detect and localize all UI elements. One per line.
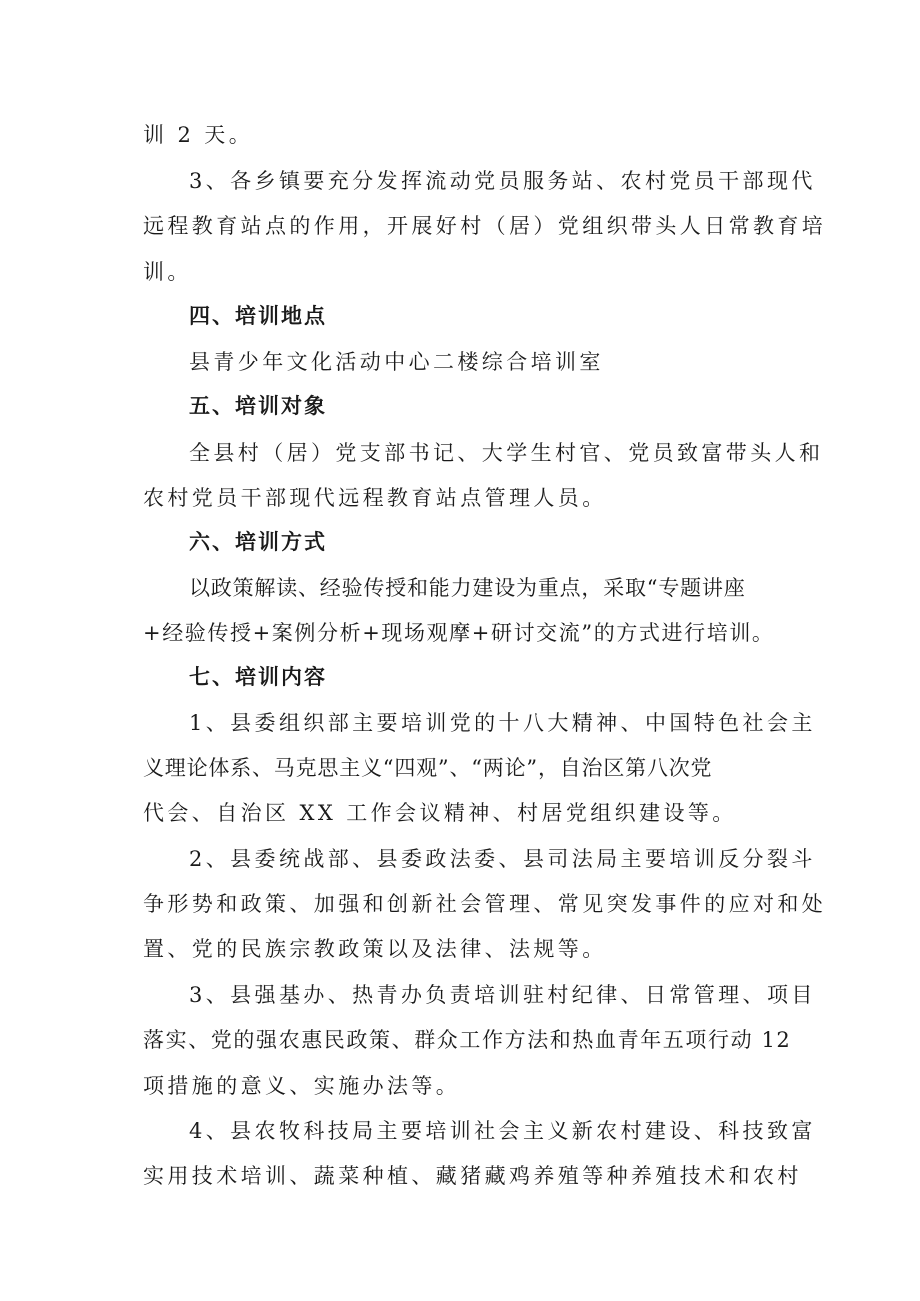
paragraph-line: 争形势和政策、加强和创新社会管理、常见突发事件的应对和处 [143, 892, 827, 916]
paragraph-line: 1、县委组织部主要培训党的十八大精神、中国特色社会主 [189, 711, 816, 735]
paragraph-line: 3、各乡镇要充分发挥流动党员服务站、农村党员干部现代 [189, 169, 816, 193]
section-heading-location: 四、培训地点 [189, 304, 327, 328]
paragraph-line: 落实、党的强农惠民政策、群众工作方法和热血青年五项行动 12 [143, 1028, 792, 1052]
paragraph-line: 4、县农牧科技局主要培训社会主义新农村建设、科技致富 [189, 1119, 816, 1143]
section-heading-audience: 五、培训对象 [189, 394, 327, 418]
paragraph-line: +经验传授+案例分析+现场观摩+研讨交流”的方式进行培训。 [143, 621, 775, 645]
paragraph-line: 远程教育站点的作用，开展好村（居）党组织带头人日常教育培 [143, 214, 827, 238]
section-heading-method: 六、培训方式 [189, 530, 327, 554]
paragraph-line: 农村党员干部现代远程教育站点管理人员。 [143, 486, 607, 510]
paragraph-line: 置、党的民族宗教政策以及法律、法规等。 [143, 937, 607, 961]
paragraph-line: 县青少年文化活动中心二楼综合培训室 [189, 350, 604, 374]
paragraph-line: 以政策解读、经验传授和能力建设为重点，采取“专题讲座 [189, 576, 746, 600]
paragraph-line: 全县村（居）党支部书记、大学生村官、党员致富带头人和 [189, 441, 824, 465]
paragraph-line: 训 2 天。 [143, 123, 254, 147]
paragraph-line: 实用技术培训、蔬菜种植、藏猪藏鸡养殖等种养殖技术和农村 [143, 1164, 802, 1188]
paragraph-line: 2、县委统战部、县委政法委、县司法局主要培训反分裂斗 [189, 847, 816, 871]
paragraph-line: 训。 [143, 260, 192, 284]
paragraph-line: 代会、自治区 XX 工作会议精神、村居党组织建设等。 [143, 801, 737, 825]
paragraph-line: 项措施的意义、实施办法等。 [143, 1074, 461, 1098]
section-heading-content: 七、培训内容 [189, 665, 327, 689]
paragraph-line: 义理论体系、马克思主义“四观”、“两论”，自治区第八次党 [143, 756, 713, 780]
paragraph-line: 3、县强基办、热青办负责培训驻村纪律、日常管理、项目 [189, 983, 816, 1007]
